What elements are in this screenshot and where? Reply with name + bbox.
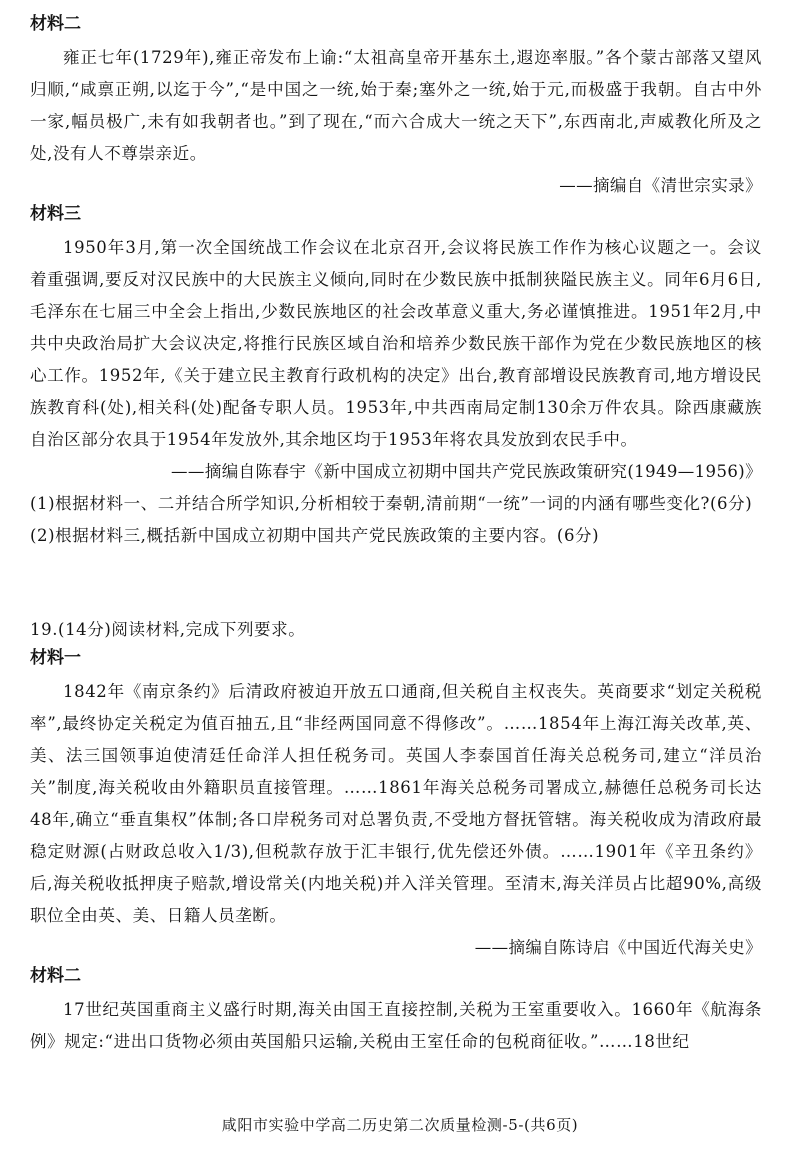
material-heading: 材料二 xyxy=(30,14,81,34)
material-source: ——摘编自陈春宇《新中国成立初期中国共产党民族政策研究(1949—1956)》 xyxy=(171,462,762,481)
page-footer: 咸阳市实验中学高二历史第二次质量检测-5-(共6页) xyxy=(221,1116,579,1134)
material-paragraph: 1842年《南京条约》后清政府被迫开放五口通商,但关税自主权丧失。英商要求“划定关税税率”,最终协定关税定为值百抽五,且“非经两国同意不得修改”。……1854年上海江海关改革,英、美、法三国领事迫使清廷任命洋人担任税务司。英国人李泰国首任海关总税务司,建立“洋员治关”制度,海关税收由外籍职员直接管理。……1861年海关总税务司署成立,赫德任总税务司长达48年,确立“垂直集权”体制;各口岸税务司对总署负责,不受地方督抚管辖。海关税收成为清政府最稳定财源(占财政总收入1/3),但税款存放于汇丰银行,优先偿还外债。……1901年《辛丑条约》后,海关税收抵押庚子赔款,增设常关(内地关税)并入洋关管理。至清末,海关洋员占比超90%,高级职位全由英、美、日籍人员垄断。 xyxy=(30,682,762,925)
material-heading: 材料三 xyxy=(30,204,81,224)
material-source: ——摘编自《清世宗实录》 xyxy=(559,176,762,195)
material-paragraph: 雍正七年(1729年),雍正帝发布上谕:“太祖高皇帝开基东土,遐迩率服。”各个蒙古部落又望风归顺,“咸禀正朔,以迄于今”,“是中国之一统,始于秦;塞外之一统,始于元,而极盛于我朝。自古中外一家,幅员极广,未有如我朝者也。”到了现在,“而六合成大一统之天下”,东西南北,声威教化所及之处,没有人不尊崇亲近。 xyxy=(30,48,762,163)
question-item: (1)根据材料一、二并结合所学知识,分析相较于秦朝,清前期“一统”一词的内涵有哪些变化?(6分) xyxy=(30,494,753,513)
material-heading: 材料二 xyxy=(30,966,81,986)
material-source: ——摘编自陈诗启《中国近代海关史》 xyxy=(474,938,762,957)
material-paragraph: 1950年3月,第一次全国统战工作会议在北京召开,会议将民族工作作为核心议题之一。会议着重强调,要反对汉民族中的大民族主义倾向,同时在少数民族中抵制狭隘民族主义。同年6月6日,毛泽东在七届三中全会上指出,少数民族地区的社会改革意义重大,务必谨慎推进。1951年2月,中共中央政治局扩大会议决定,将推行民族区域自治和培养少数民族干部作为党在少数民族地区的核心工作。1952年,《关于建立民主教育行政机构的决定》出台,教育部增设民族教育司,地方增设民族教育科(处),相关科(处)配备专职人员。1953年,中共西南局定制130余万件农具。除西康藏族自治区部分农具于1954年发放外,其余地区均于1953年将农具发放到农民手中。 xyxy=(30,238,762,449)
question-item: (2)根据材料三,概括新中国成立初期中国共产党民族政策的主要内容。(6分) xyxy=(30,526,600,545)
question-19-prompt: 19.(14分)阅读材料,完成下列要求。 xyxy=(30,620,306,639)
material-paragraph: 17世纪英国重商主义盛行时期,海关由国王直接控制,关税为王室重要收入。1660年《航海条例》规定:“进出口货物必须由英国船只运输,关税由王室任命的包税商征收。”……18世纪 xyxy=(30,1000,762,1051)
material-heading: 材料一 xyxy=(30,648,81,668)
